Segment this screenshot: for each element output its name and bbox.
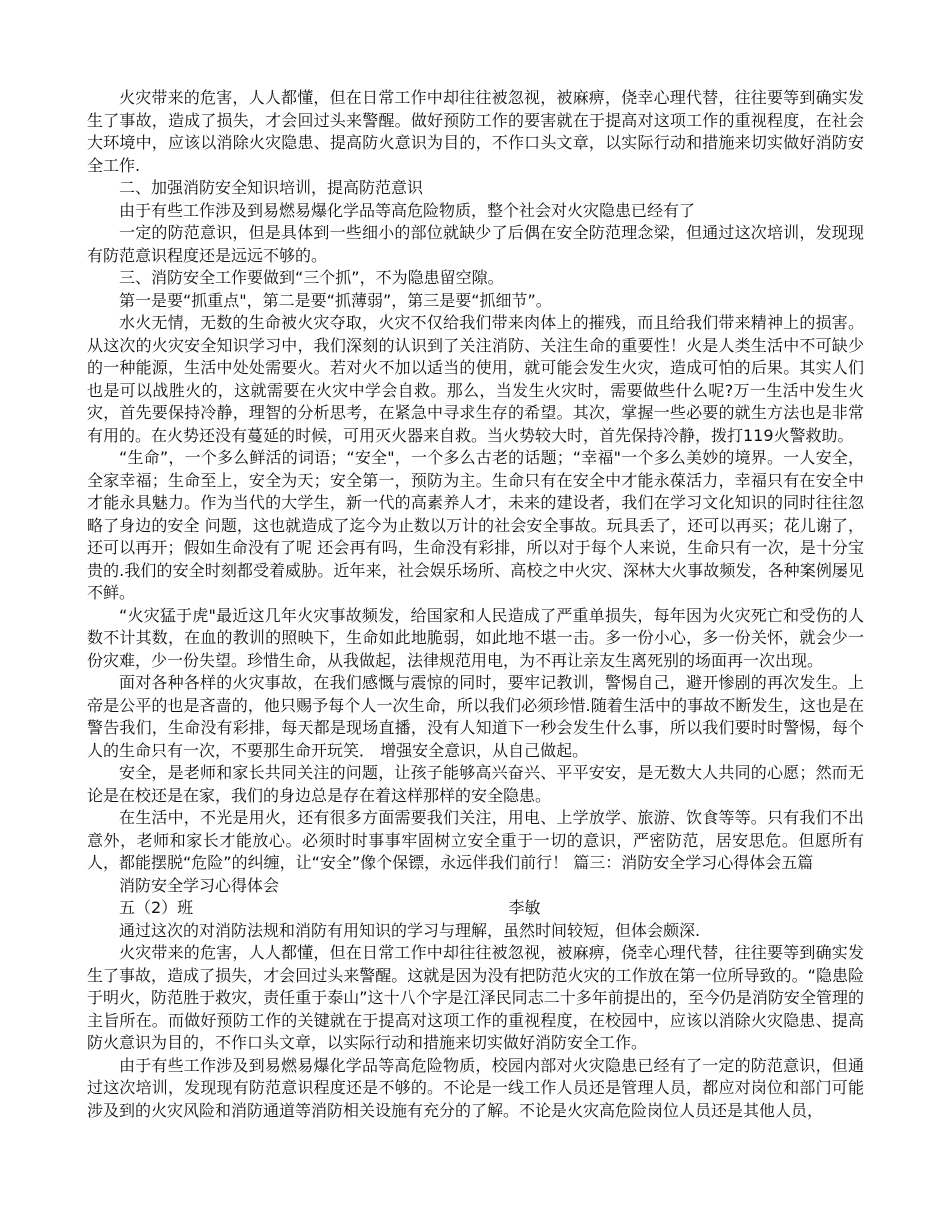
paragraph-campus-awareness: 由于有些工作涉及到易燃易爆化学品等高危险物质，校园内部对火灾隐患已经有了一定的防范意识，但通过这次培训，发现现有防范意识程度还是不够的。不论是一线工作人员还是管理人员，都应对岗位和部门可能涉及到的火灾风险和消防通道等消防相关设施有充分的了解。不论是火灾高危险岗位人员还是其他人员， — [87, 1055, 864, 1120]
paragraph-life-safety: “生命”，一个多么鲜活的词语；“安全"，一个多么古老的话题；“幸福"一个多么美妙的境界。一人安全，全家幸福；生命至上，安全为天；安全第一，预防为主。生命只有在安全中才能永葆活力，幸福只有在安全中才能永具魅力。作为当代的大学生，新一代的高素养人才，未来的建设者，我们在学习文化知识的同时往往忽略了身边的安全 问题，这也就造成了迄今为止数以万计的社会安全事故。玩具丢了，还可以再买；花儿谢了，还可以再开；假如生命没有了呢 还会再有吗，生命没有彩排，所以对于每个人来说，生命只有一次，是十分宝贵的.我们的安全时刻都受着威胁。近年来，社会娱乐场所、高校之中火灾、深林大火事故频发，各种案例屡见不鲜。 — [87, 448, 864, 602]
paragraph-awareness: 一定的防范意识，但是具体到一些细小的部位就缺少了后偶在安全防范理念梁，但通过这次培训，发现现有防范意识程度还是远远不够的。 — [87, 223, 864, 265]
paragraph-fire-tiger: “火灾猛于虎"最近这几年火灾事故频发，给国家和人民造成了严重单损失，每年因为火灾死亡和受伤的人数不计其数，在血的教训的照映下，生命如此地脆弱，如此地不堪一击。多一份小心，多一份关怀，就会少一份灾难，少一份失望。珍惜生命，从我做起，法律规范用电，为不再让亲友生离死别的场面再一次出现。 — [87, 605, 864, 670]
heading-training: 二、加强消防安全知识培训，提高防范意识 — [119, 178, 424, 197]
paragraph-daily-life: 在生活中，不光是用火，还有很多方面需要我们关注，用电、上学放学、旅游、饮食等等。只有我们不出意外，老师和家长才能放心。必须时时事事牢固树立安全重于一切的意识，严密防范，居安思危。但愿所有人，都能摆脱“危险”的纠缠，让“安全”像个保镖，永远伴我们前行！ 篇三：消防安全学习心得体会五篇 — [87, 808, 864, 872]
paragraph-lessons: 面对各种各样的火灾事故，在我们感慨与震惊的同时，要牢记教训，警惕自己，避开惨剧的再次发生。上帝是公平的也是吝啬的，他只赐予每个人一次生命，所以我们必须珍惜.随着生活中的事故不断发生，这也是在警告我们，生命没有彩排，每天都是现场直播，没有人知道下一秒会发生什么事，所以我们要时时警惕，每个人的生命只有一次，不要那生命开玩笑． 增强安全意识，从自己做起。 — [87, 673, 864, 760]
paragraph-three-grasps: 第一是要“抓重点"，第二是要“抓薄弱”，第三是要“抓细节”。 — [119, 290, 552, 310]
paragraph-fire-hazard-intro: 火灾带来的危害，人人都懂，但在日常工作中却往往被忽视，被麻痹，侥幸心理代替，往往要等到确实发生了事故，造成了损失，才会回过头来警醒。做好预防工作的要害就在于提高对这项工作的重视程度，在社会大环境中，应该以消除火灾隐患、提高防火意识为目的，不作口头文章，以实际行动和措施来切实做好消防安全工作. — [87, 88, 864, 175]
heading-three-grasps: 三、消防安全工作要做到“三个抓”，不为隐患留空隙。 — [119, 268, 504, 287]
paragraph-parents-concern: 安全，是老师和家长共同关注的问题，让孩子能够高兴奋兴、平平安安，是无数大人共同的心愿；然而无论是在校还是在家，我们的身边总是存在着这样那样的安全隐患。 — [87, 763, 864, 805]
paragraph-fire-ruthless: 水火无情，无数的生命被火灾夺取，火灾不仅给我们带来肉体上的摧残，而且给我们带来精神上的损害。从这次的火灾安全知识学习中，我们深刻的认识到了关注消防、关注生命的重要性！火是人类生活中不可缺少的一种能源，生活中处处需要火。若对火不加以适当的使用，就可能会发生火灾，造成可怕的后果。其实人们也是可以战胜火的，这就需要在火灾中学会自救。那么，当发生火灾时，需要做些什么呢?万一生活中发生火灾，首先要保持冷静，理智的分析思考，在紧急中寻求生存的希望。其次，掌握一些必要的就生方法也是非常有用的。在火势还没有蔓延的时候，可用灭火器来自救。当火势较大时，首先保持冷静，拨打119火警救助。 — [87, 313, 864, 445]
paragraph-fire-hazard-campus: 火灾带来的危害，人人都懂，但在日常工作中却往往被忽视，被麻痹，侥幸心理代替，往往要等到确实发生了事故，造成了损失，才会回过头来警醒。这就是因为没有把防范火灾的工作放在第一位所导致的。“隐患险于明火，防范胜于救灾，责任重于泰山”这十八个字是江泽民同志二十多年前提出的，至今仍是消防安全管理的主旨所在。而做好预防工作的关键就在于提高对这项工作的重视程度，在校园中，应该以消除火灾隐患、提高防火意识为目的，不作口头文章，以实际行动和措施来切实做好消防安全工作。 — [87, 943, 864, 1052]
paragraph-study-summary: 通过这次的对消防法规和消防有用知识的学习与理解，虽然时间较短，但体会颇深. — [119, 920, 701, 940]
section-title: 消防安全学习心得体会 — [119, 875, 280, 895]
class-and-author: 五（2）班 李敏 — [119, 898, 541, 917]
paragraph-hazardous-materials: 由于有些工作涉及到易燃易爆化学品等高危险物质，整个社会对火灾隐患已经有了 — [119, 200, 696, 220]
